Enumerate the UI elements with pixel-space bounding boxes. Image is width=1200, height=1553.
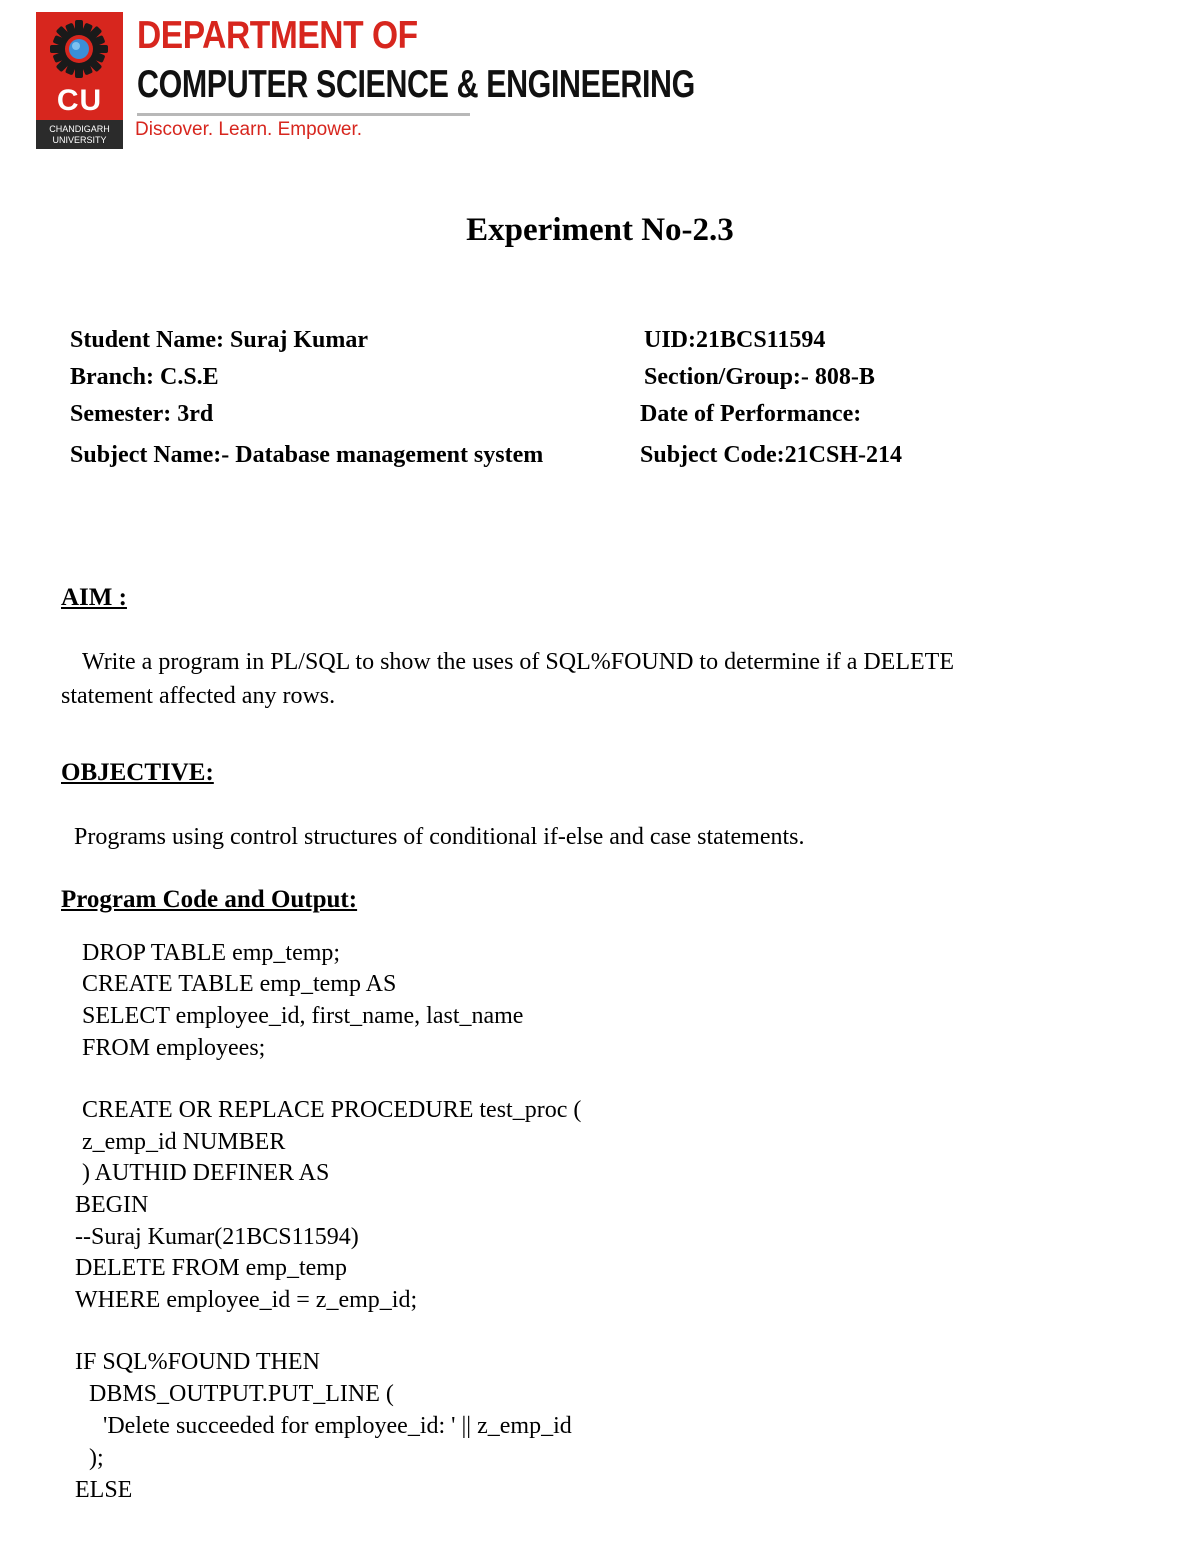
student-name: Student Name: Suraj Kumar <box>70 327 368 353</box>
objective-heading: OBJECTIVE: <box>61 759 214 786</box>
header-divider <box>137 113 470 116</box>
logo-university-line1: CHANDIGARH <box>49 124 110 134</box>
code-line: FROM employees; <box>82 1035 266 1061</box>
branch: Branch: C.S.E <box>70 364 219 390</box>
code-line: --Suraj Kumar(21BCS11594) <box>75 1224 359 1250</box>
logo-university-line2: UNIVERSITY <box>52 135 107 145</box>
logo-cu-text: CU <box>56 84 103 117</box>
code-line: DELETE FROM emp_temp <box>75 1255 347 1281</box>
code-line: ); <box>89 1445 104 1471</box>
code-line: DBMS_OUTPUT.PUT_LINE ( <box>89 1381 394 1407</box>
subject-code: Subject Code:21CSH-214 <box>640 442 902 468</box>
code-line: ) AUTHID DEFINER AS <box>82 1160 330 1186</box>
code-line: z_emp_id NUMBER <box>82 1129 286 1155</box>
date-of-performance: Date of Performance: <box>640 401 862 427</box>
logo-university-label <box>36 120 123 149</box>
aim-heading: AIM : <box>61 584 127 611</box>
objective-text: Programs using control structures of conditional if-else and case statements. <box>74 824 805 850</box>
code-line: IF SQL%FOUND THEN <box>75 1349 320 1375</box>
code-line: 'Delete succeeded for employee_id: ' || z_emp_id <box>103 1413 572 1439</box>
code-line: DROP TABLE emp_temp; <box>82 940 341 966</box>
code-line: SELECT employee_id, first_name, last_name <box>82 1003 524 1029</box>
student-uid: UID:21BCS11594 <box>644 327 826 353</box>
code-line: CREATE TABLE emp_temp AS <box>82 971 397 997</box>
code-line: BEGIN <box>75 1192 149 1218</box>
department-title-line2: COMPUTER SCIENCE & ENGINEERING <box>137 63 695 106</box>
code-line: ELSE <box>75 1477 133 1503</box>
code-line: CREATE OR REPLACE PROCEDURE test_proc ( <box>82 1097 582 1123</box>
gear-emblem-icon <box>46 16 112 82</box>
subject-name: Subject Name:- Database management system <box>70 442 544 468</box>
aim-text-line1: Write a program in PL/SQL to show the uses of SQL%FOUND to determine if a DELETE <box>82 649 954 675</box>
code-line: WHERE employee_id = z_emp_id; <box>75 1287 418 1313</box>
department-title-line1: DEPARTMENT OF <box>137 14 418 57</box>
aim-text-line2: statement affected any rows. <box>61 683 336 709</box>
semester: Semester: 3rd <box>70 401 214 427</box>
section-group: Section/Group:- 808-B <box>644 364 875 390</box>
experiment-title: Experiment No-2.3 <box>466 212 734 248</box>
tagline: Discover. Learn. Empower. <box>135 119 363 140</box>
university-logo <box>36 12 123 149</box>
program-heading: Program Code and Output: <box>61 886 358 913</box>
